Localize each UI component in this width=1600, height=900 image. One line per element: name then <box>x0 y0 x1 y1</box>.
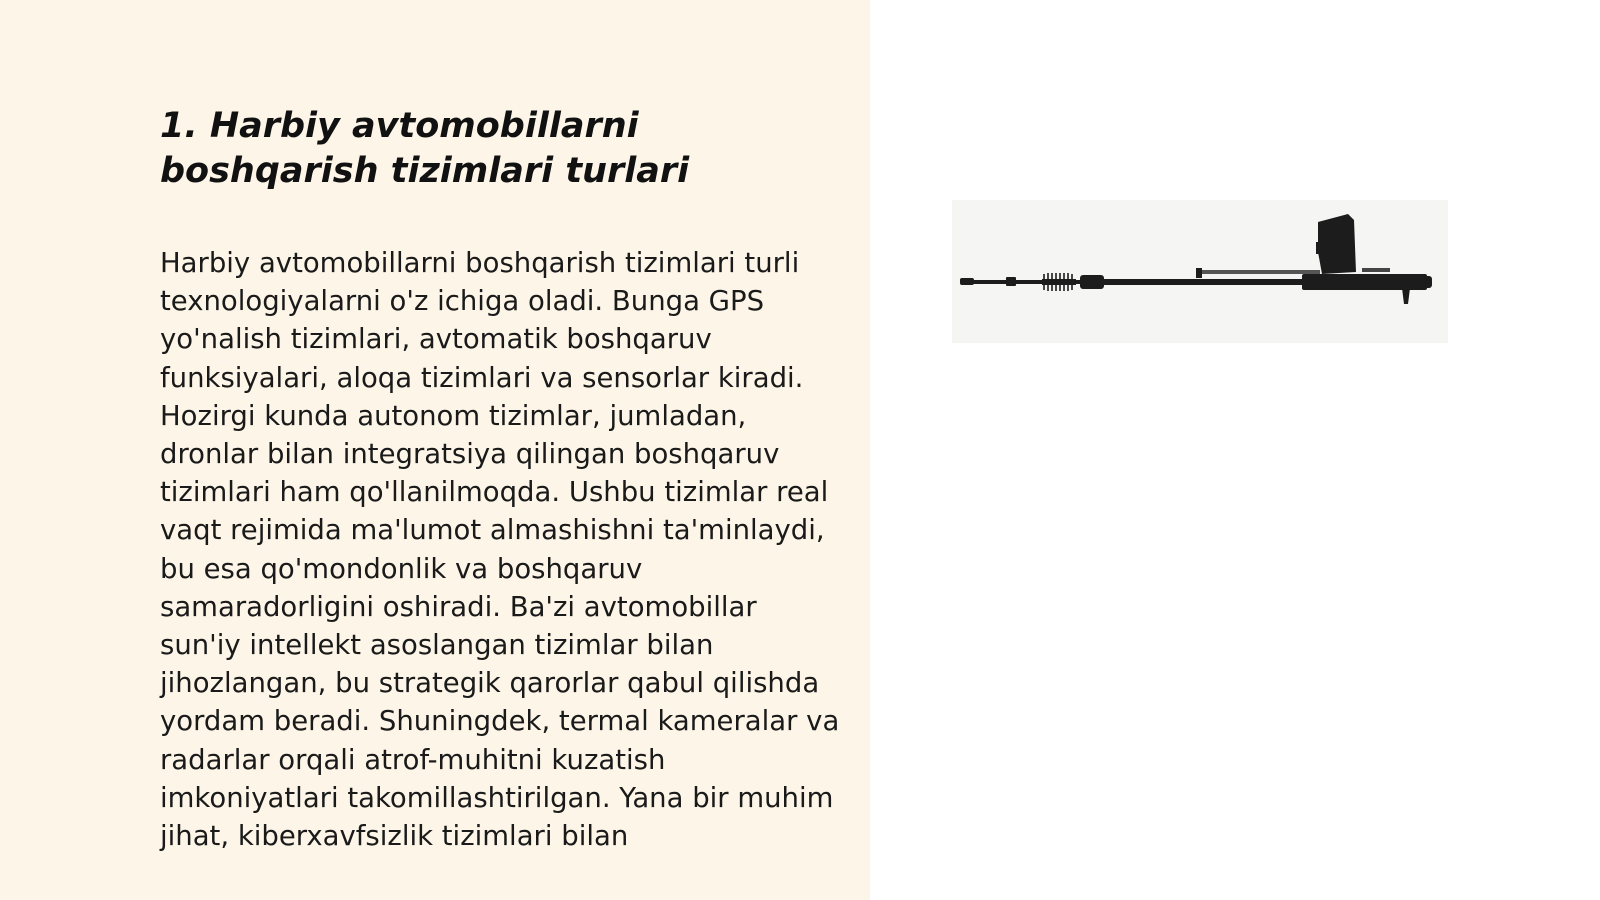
image-panel <box>870 0 1600 900</box>
machine-gun-icon <box>952 200 1448 343</box>
slide-body-text: Harbiy avtomobillarni boshqarish tizimlari turli texnologiyalarni o'z ichiga oladi. Bunga GPS yo'nalish tizimlari, avtomatik boshqaruv funksiyalari, aloqa tizimlari va sensorlar kiradi. Hozirgi kunda autonom tizimlar, jumladan, dronlar bilan integratsiya qilingan boshqaruv tizimlari ham qo'llanilmoqda. Ushbu tizimlar real vaqt rejimida ma'lumot almashishni ta'minlaydi, bu esa qo'mondonlik va boshqaruv samaradorligini oshiradi. Ba'zi avtomobillar sun'iy intellekt asoslangan tizimlar bilan jihozlangan, bu strategik qarorlar qabul qilishda yordam beradi. Shuningdek, termal kameralar va radarlar orqali atrof-muhitni kuzatish imkoniyatlari takomillashtirilgan. Yana bir muhim jihat, kiberxavfsizlik tizimlari bilan <box>160 247 840 853</box>
machine-gun-image <box>952 200 1448 343</box>
slide-title: 1. Harbiy avtomobillarni boshqarish tizimlari turlari <box>160 106 690 191</box>
